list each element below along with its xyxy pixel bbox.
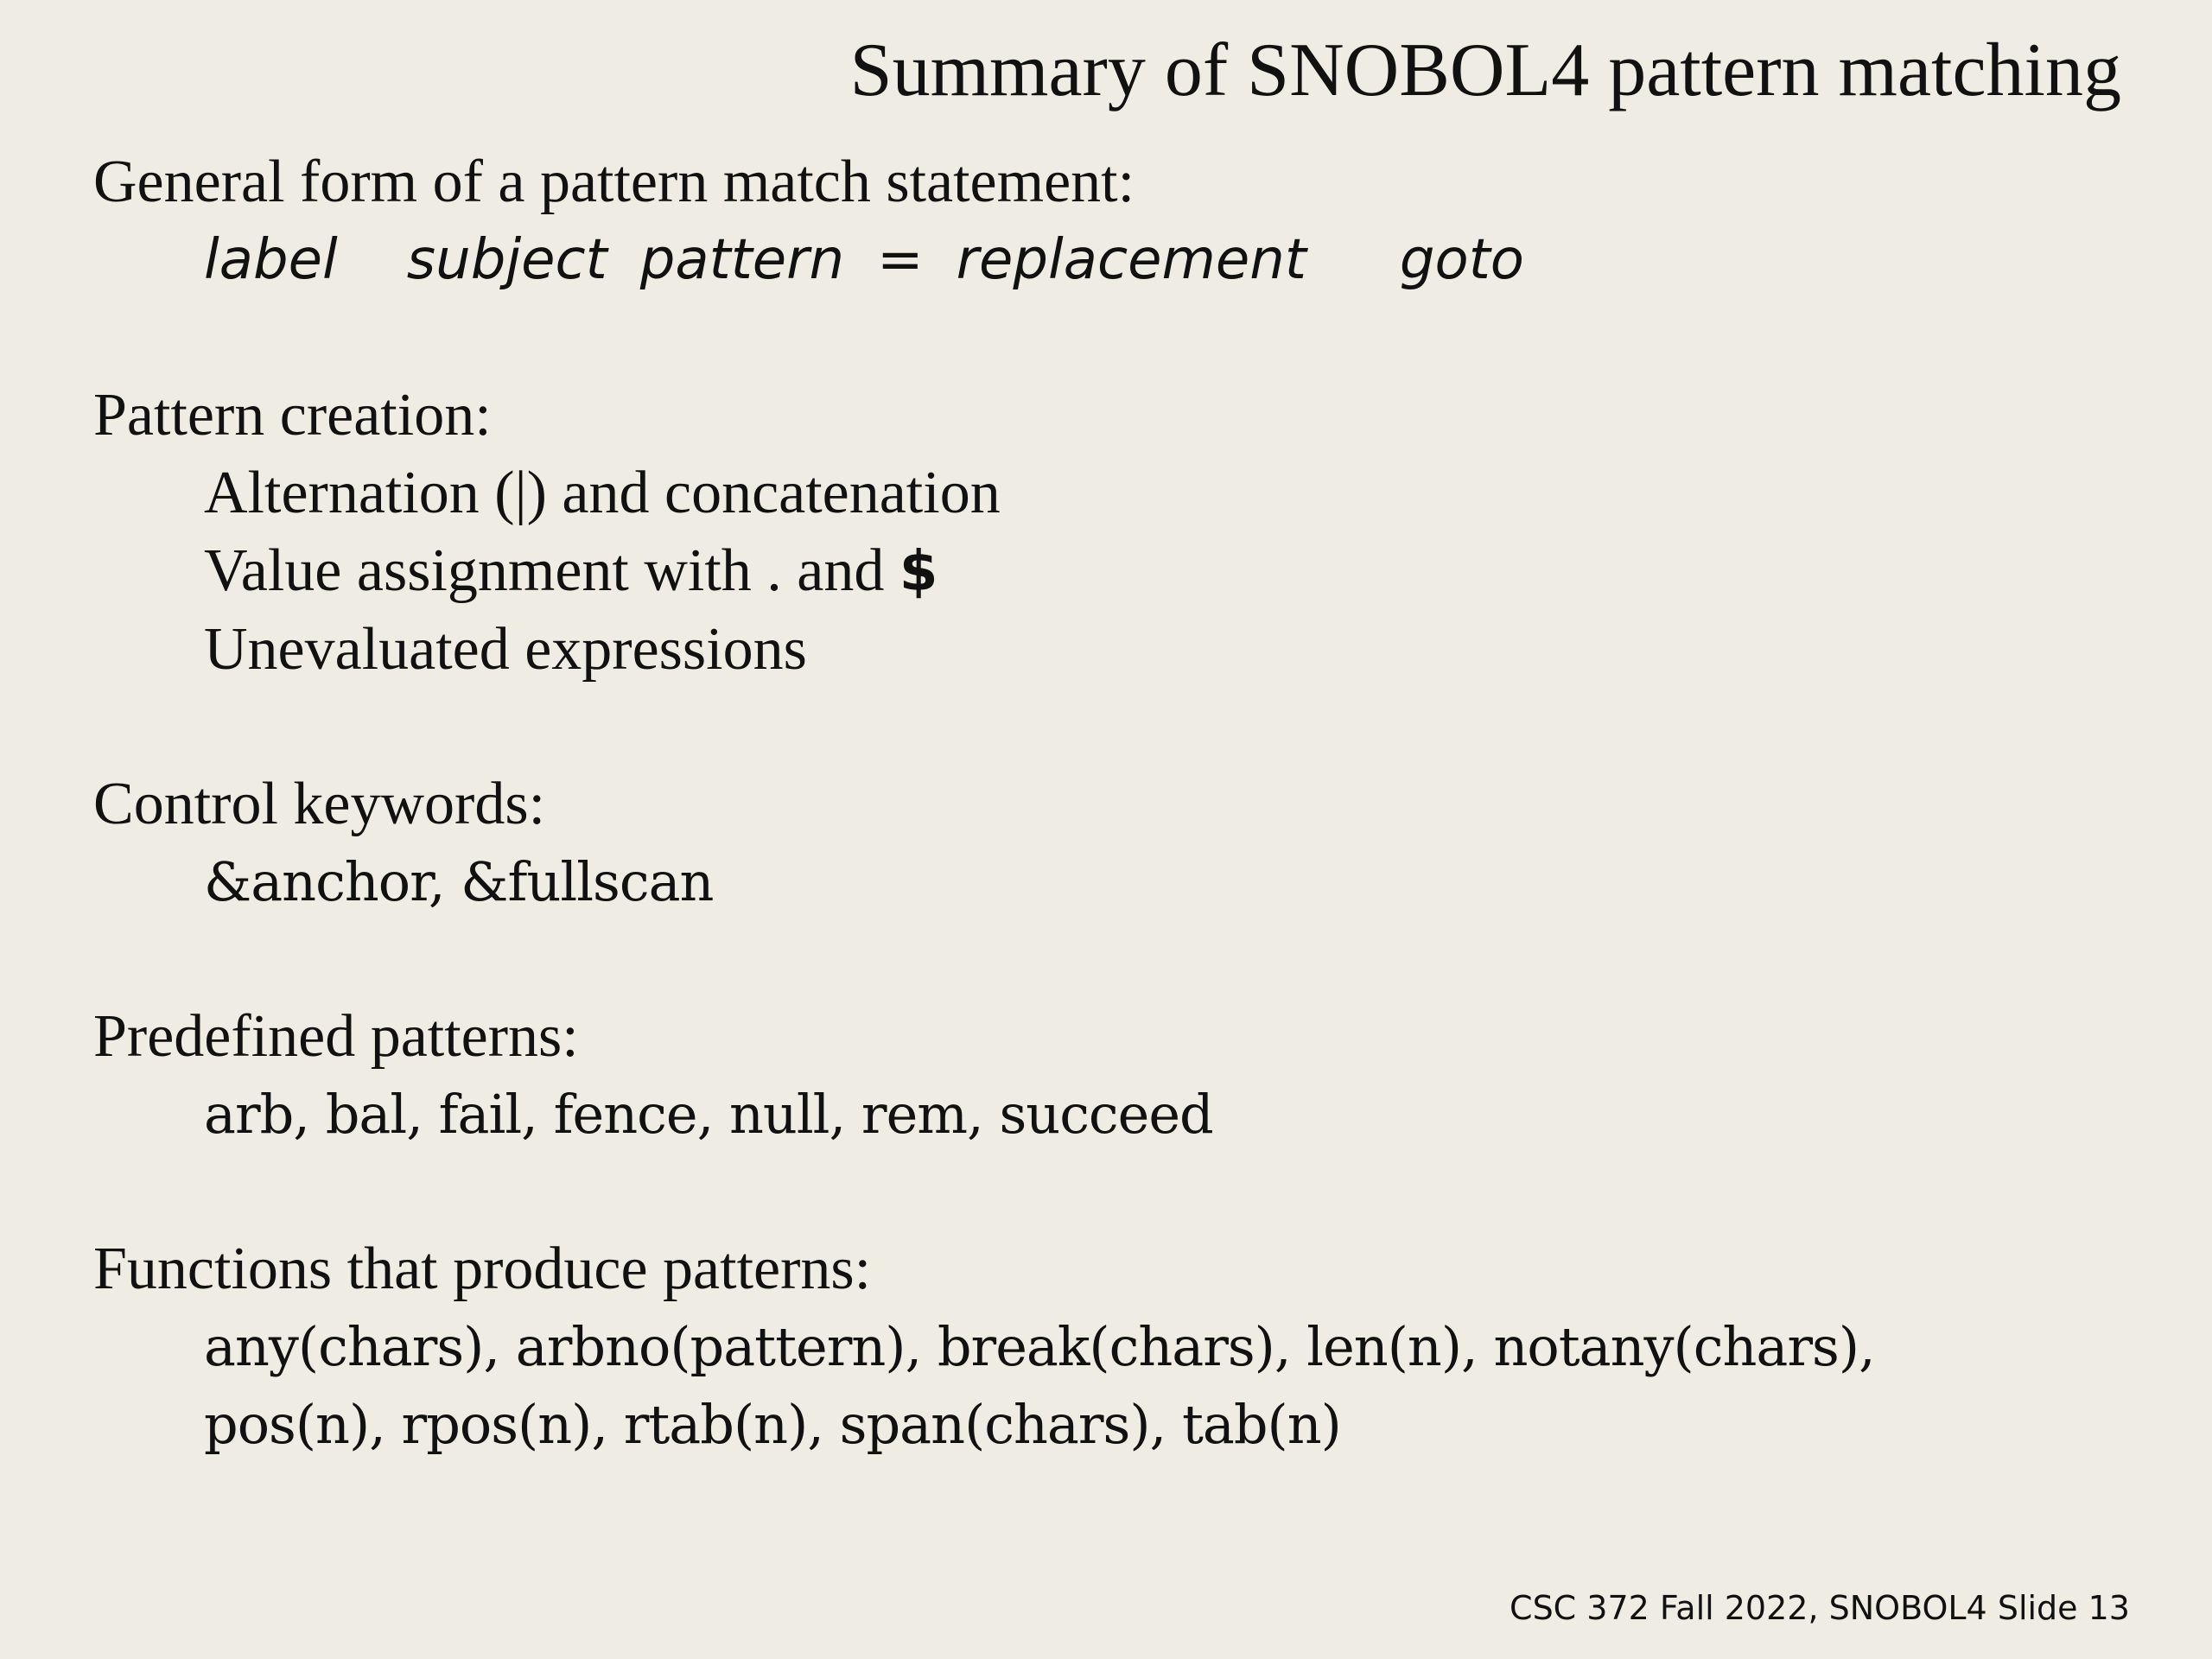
general-form-section [93,143,1524,299]
pattern-functions-line: any(chars), arbno(pattern), break(chars), len(n), notany(chars), [204,1315,1875,1378]
control-keywords-list: &anchor, &fullscan [204,850,714,913]
syntax-equals: = [877,228,924,292]
syntax-pattern: pattern [639,228,845,292]
predefined-patterns-heading: Predefined patterns: [93,1003,579,1070]
syntax-goto: goto [1399,228,1524,292]
value-assignment-text: Value assignment with . and [204,537,885,604]
dollar-symbol: $ [899,540,938,604]
control-keywords-heading: Control keywords: [93,771,546,837]
pattern-creation-item [93,532,1001,611]
predefined-patterns-section [93,998,1213,1154]
pattern-functions-section [93,1230,1875,1464]
pattern-creation-item: Unevaluated expressions [204,616,807,683]
slide-title: Summary of SNOBOL4 pattern matching [849,29,2121,112]
pattern-creation-heading: Pattern creation: [93,382,492,448]
pattern-creation-item: Alternation (|) and concatenation [204,460,1001,526]
pattern-functions-line: pos(n), rpos(n), rtab(n), span(chars), tab(n) [204,1393,1341,1456]
syntax-subject: subject [406,228,607,292]
slide-footer: CSC 372 Fall 2022, SNOBOL4 Slide 13 [1510,1589,2130,1627]
pattern-creation-section [93,377,1001,689]
control-keywords-section [93,766,713,921]
pattern-functions-heading: Functions that produce patterns: [93,1236,872,1302]
general-form-syntax [93,221,1524,299]
syntax-label: label [204,228,338,292]
predefined-patterns-list: arb, bal, fail, fence, null, rem, succeed [204,1083,1213,1146]
general-form-heading: General form of a pattern match statement: [93,149,1135,215]
syntax-replacement: replacement [956,228,1306,292]
